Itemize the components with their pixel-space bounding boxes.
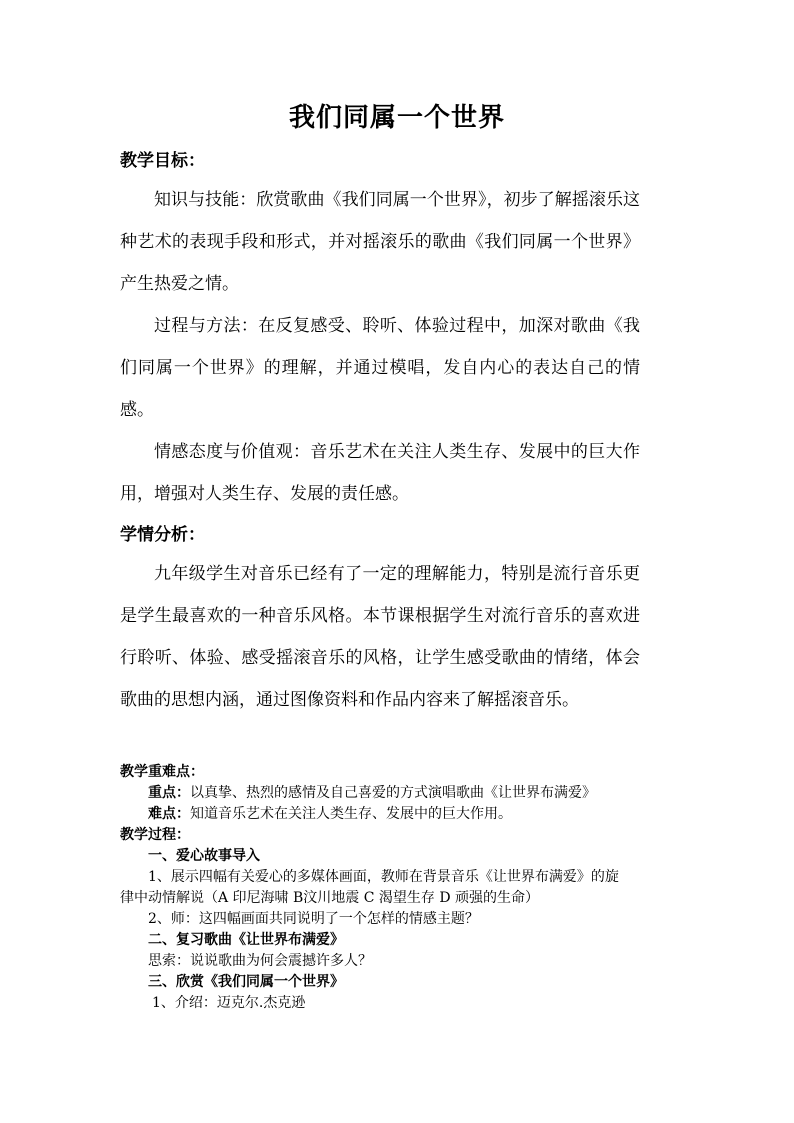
item2-line: 2、师：这四幅画面共同说明了一个怎样的情感主题？ (148, 911, 479, 927)
analysis-heading: 学情分析： (120, 525, 205, 545)
objective-process: 过程与方法：在反复感受、聆听、体验过程中，加深对歌曲《我们同属一个世界》的理解，并通过模唱，发自内心的表达自己的情感。 (120, 316, 640, 420)
difficulty-label: 难点： (148, 806, 190, 822)
key-points-heading: 教学重难点： (120, 764, 204, 780)
objectives-heading: 教学目标： (120, 151, 205, 171)
objective-emotion: 情感态度与价值观：音乐艺术在关注人类生存、发展中的巨大作用，增强对人类生存、发展的责任感。 (120, 442, 640, 504)
section3-title: 三、欣赏《我们同属一个世界》 (148, 974, 344, 990)
item1-line2: 律中动情解说（A 印尼海啸 B汶川地震 C 渴望生存 D 顽强的生命） (120, 890, 540, 906)
analysis-body (120, 553, 640, 721)
focus-text: 以真挚、热烈的感情及自己喜爱的方式演唱歌曲《让世界布满爱》 (190, 785, 596, 801)
intro-line: 1、介绍：迈克尔.杰克逊 (152, 995, 306, 1011)
objectives-body (120, 179, 640, 515)
objective-knowledge: 知识与技能：欣赏歌曲《我们同属一个世界》，初步了解摇滚乐这种艺术的表现手段和形式，并对摇滚乐的歌曲《我们同属一个世界》产生热爱之情。 (120, 190, 640, 294)
process-heading: 教学过程： (120, 827, 190, 843)
difficulty-line (148, 804, 512, 824)
section2-title: 二、复习歌曲《让世界布满爱》 (148, 932, 344, 948)
thinking-line: 思索：说说歌曲为何会震撼许多人？ (148, 953, 372, 969)
item1-line1: 1、展示四幅有关爱心的多媒体画面，教师在背景音乐《让世界布满爱》的旋 (148, 869, 619, 885)
document-title: 我们同属一个世界 (288, 103, 505, 133)
analysis-text: 九年级学生对音乐已经有了一定的理解能力，特别是流行音乐更是学生最喜欢的一种音乐风格。本节课根据学生对流行音乐的喜欢进行聆听、体验、感受摇滚音乐的风格，让学生感受歌曲的情绪，体会歌曲的思想内涵，通过图像资料和作品内容来了解摇滚音乐。 (120, 564, 640, 710)
section1-title: 一、爱心故事导入 (148, 848, 260, 864)
focus-line (148, 783, 596, 803)
focus-label: 重点： (148, 785, 190, 801)
difficulty-text: 知道音乐艺术在关注人类生存、发展中的巨大作用。 (190, 806, 512, 822)
